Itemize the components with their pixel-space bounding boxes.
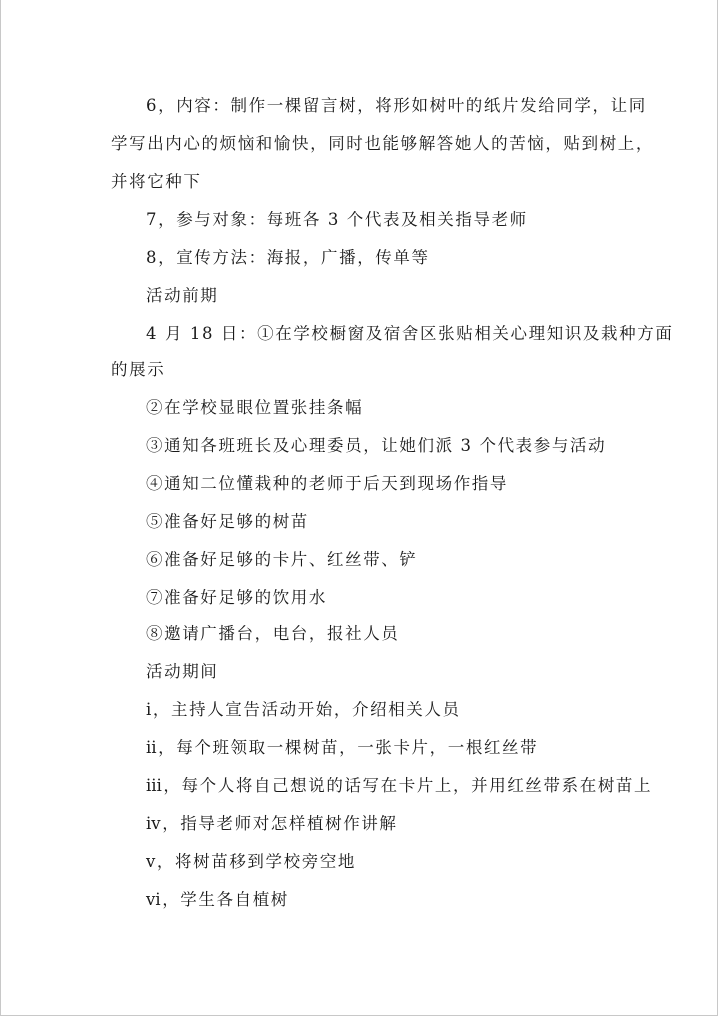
- content-item-6-continued: 并将它种下: [111, 172, 202, 191]
- content-item-6-continued: 学写出内心的烦恼和愉快，同时也能够解答她人的苦恼，贴到树上，: [111, 134, 654, 153]
- during-event-item-vi: ⅵ，学生各自植树: [146, 890, 289, 909]
- publicity-item-8: 8，宣传方法：海报，广播，传单等: [146, 248, 430, 267]
- early-stage-item-7: ⑦准备好足够的饮用水: [146, 588, 327, 607]
- during-event-item-i: ⅰ，主持人宣告活动开始，介绍相关人员: [146, 700, 461, 719]
- section-heading-early-stage: 活动前期: [146, 286, 219, 305]
- during-event-item-v: ⅴ，将树苗移到学校旁空地: [146, 852, 357, 871]
- early-stage-item-1-continued: 的展示: [111, 360, 166, 379]
- early-stage-item-1: 4 月 18 日：①在学校橱窗及宿舍区张贴相关心理知识及栽种方面: [146, 324, 674, 343]
- early-stage-item-8: ⑧邀请广播台，电台，报社人员: [146, 624, 400, 643]
- early-stage-item-3: ③通知各班班长及心理委员，让她们派 3 个代表参与活动: [146, 436, 607, 455]
- early-stage-item-5: ⑤准备好足够的树苗: [146, 512, 309, 531]
- early-stage-item-4: ④通知二位懂栽种的老师于后天到现场作指导: [146, 474, 508, 493]
- content-item-6: 6，内容：制作一棵留言树，将形如树叶的纸片发给同学，让同: [146, 96, 647, 115]
- section-heading-during-event: 活动期间: [146, 662, 219, 681]
- early-stage-item-2: ②在学校显眼位置张挂条幅: [146, 398, 364, 417]
- during-event-item-iii: ⅲ，每个人将自己想说的话写在卡片上，并用红丝带系在树苗上: [146, 776, 653, 795]
- during-event-item-ii: ⅱ，每个班领取一棵树苗，一张卡片，一根红丝带: [146, 738, 539, 757]
- participants-item-7: 7，参与对象：每班各 3 个代表及相关指导老师: [146, 210, 528, 229]
- during-event-item-iv: ⅳ，指导老师对怎样植树作讲解: [146, 814, 398, 833]
- early-stage-item-6: ⑥准备好足够的卡片、红丝带、铲: [146, 550, 418, 569]
